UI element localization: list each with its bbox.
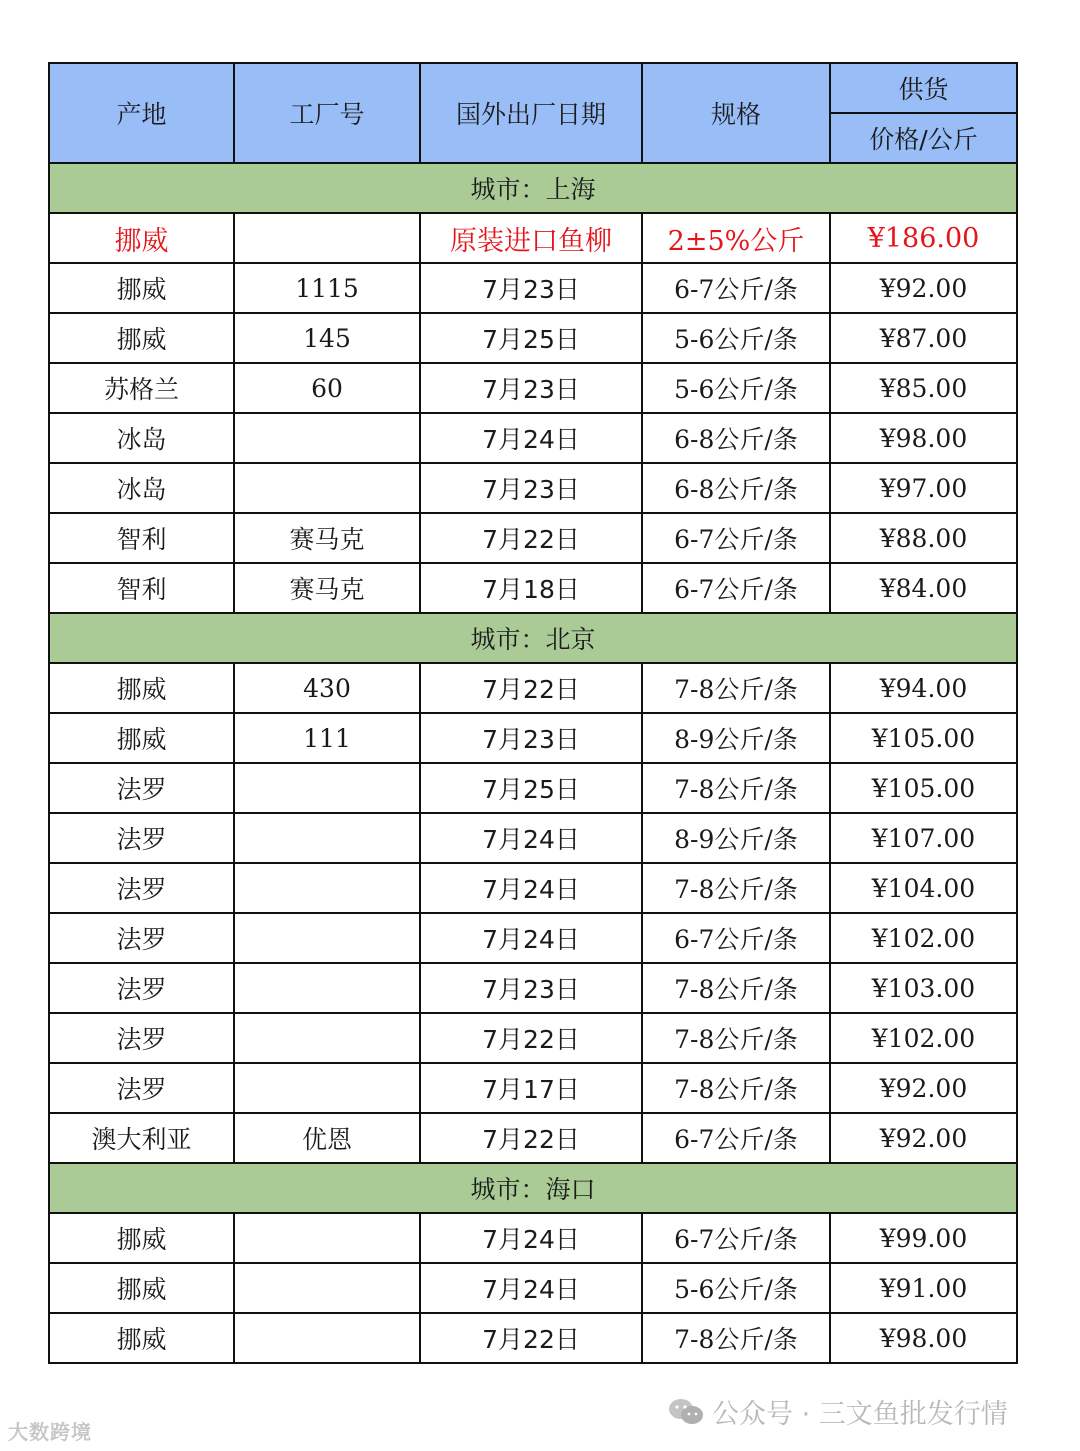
cell-price: ¥98.00: [830, 413, 1017, 463]
cell-origin: 挪威: [49, 1313, 234, 1363]
cell-spec: 6-7公斤/条: [642, 513, 830, 563]
cell-price: ¥105.00: [830, 713, 1017, 763]
cell-spec: 7-8公斤/条: [642, 763, 830, 813]
cell-factory-no: [234, 463, 420, 513]
cell-spec: 8-9公斤/条: [642, 813, 830, 863]
cell-origin: 法罗: [49, 1063, 234, 1113]
cell-origin: 挪威: [49, 263, 234, 313]
cell-origin: 法罗: [49, 963, 234, 1013]
table-row: [49, 1263, 1017, 1313]
cell-factory-no: 60: [234, 363, 420, 413]
cell-date: 7月22日: [420, 1013, 642, 1063]
cell-date: 7月23日: [420, 463, 642, 513]
cell-factory-no: [234, 1263, 420, 1313]
cell-date: 7月23日: [420, 263, 642, 313]
cell-factory-no: 145: [234, 313, 420, 363]
table-row: [49, 963, 1017, 1013]
cell-date: 7月25日: [420, 763, 642, 813]
cell-factory-no: 赛马克: [234, 563, 420, 613]
cell-spec: 6-7公斤/条: [642, 1213, 830, 1263]
cell-spec: 5-6公斤/条: [642, 313, 830, 363]
cell-factory-no: 优恩: [234, 1113, 420, 1163]
cell-spec: 7-8公斤/条: [642, 1063, 830, 1113]
cell-origin: 法罗: [49, 863, 234, 913]
watermark-left: 大数跨境: [8, 1420, 92, 1444]
table-row: [49, 863, 1017, 913]
cell-price: ¥92.00: [830, 1063, 1017, 1113]
cell-price: ¥87.00: [830, 313, 1017, 363]
cell-spec: 6-7公斤/条: [642, 563, 830, 613]
cell-price: ¥104.00: [830, 863, 1017, 913]
table-row: [49, 1063, 1017, 1113]
cell-factory-no: [234, 1063, 420, 1113]
cell-factory-no: 赛马克: [234, 513, 420, 563]
cell-price: ¥84.00: [830, 563, 1017, 613]
table-row: [49, 713, 1017, 763]
cell-origin: 冰岛: [49, 413, 234, 463]
table-row: [49, 1013, 1017, 1063]
cell-date: 7月24日: [420, 913, 642, 963]
cell-price: ¥102.00: [830, 1013, 1017, 1063]
cell-factory-no: [234, 763, 420, 813]
header-origin: 产地: [49, 63, 234, 163]
table-row: [49, 463, 1017, 513]
table-row: [49, 363, 1017, 413]
city-row: [49, 163, 1017, 213]
cell-factory-no: 111: [234, 713, 420, 763]
table-row: [49, 413, 1017, 463]
city-label: 城市：上海: [49, 163, 1017, 213]
cell-factory-no: [234, 1013, 420, 1063]
cell-spec: 7-8公斤/条: [642, 663, 830, 713]
cell-date: 7月23日: [420, 713, 642, 763]
table-row: [49, 1313, 1017, 1363]
cell-factory-no: [234, 813, 420, 863]
cell-spec: 6-7公斤/条: [642, 263, 830, 313]
cell-factory-no: [234, 213, 420, 263]
wechat-icon: [668, 1398, 704, 1426]
cell-date: 7月24日: [420, 813, 642, 863]
cell-spec: 6-7公斤/条: [642, 913, 830, 963]
cell-origin: 挪威: [49, 713, 234, 763]
cell-date: 7月24日: [420, 413, 642, 463]
cell-price: ¥107.00: [830, 813, 1017, 863]
cell-origin: 法罗: [49, 913, 234, 963]
cell-factory-no: 1115: [234, 263, 420, 313]
cell-spec: 7-8公斤/条: [642, 863, 830, 913]
cell-spec: 7-8公斤/条: [642, 1313, 830, 1363]
price-table: [48, 62, 1018, 1364]
header-row-1: [49, 63, 1017, 113]
cell-date: 7月23日: [420, 363, 642, 413]
cell-price: ¥99.00: [830, 1213, 1017, 1263]
cell-origin: 智利: [49, 563, 234, 613]
header-date: 国外出厂日期: [420, 63, 642, 163]
cell-price: ¥85.00: [830, 363, 1017, 413]
cell-price: ¥97.00: [830, 463, 1017, 513]
cell-price: ¥88.00: [830, 513, 1017, 563]
cell-date: 7月23日: [420, 963, 642, 1013]
cell-date: 7月22日: [420, 1313, 642, 1363]
cell-price: ¥186.00: [830, 213, 1017, 263]
cell-date: 7月24日: [420, 1213, 642, 1263]
cell-spec: 2±5%公斤: [642, 213, 830, 263]
cell-price: ¥105.00: [830, 763, 1017, 813]
table-row: [49, 513, 1017, 563]
price-sheet: [48, 62, 1016, 1364]
cell-spec: 7-8公斤/条: [642, 963, 830, 1013]
cell-factory-no: [234, 913, 420, 963]
table-row: [49, 663, 1017, 713]
cell-factory-no: [234, 1313, 420, 1363]
cell-spec: 8-9公斤/条: [642, 713, 830, 763]
cell-spec: 5-6公斤/条: [642, 1263, 830, 1313]
cell-origin: 苏格兰: [49, 363, 234, 413]
cell-spec: 6-7公斤/条: [642, 1113, 830, 1163]
table-row: [49, 763, 1017, 813]
cell-origin: 挪威: [49, 213, 234, 263]
cell-factory-no: [234, 413, 420, 463]
header-supply: 供货: [830, 63, 1017, 113]
cell-price: ¥92.00: [830, 1113, 1017, 1163]
cell-date: 原装进口鱼柳: [420, 213, 642, 263]
watermark-right-text: 公众号 · 三文鱼批发行情: [712, 1399, 1008, 1430]
cell-date: 7月24日: [420, 1263, 642, 1313]
city-label: 城市：北京: [49, 613, 1017, 663]
cell-price: ¥92.00: [830, 263, 1017, 313]
cell-date: 7月18日: [420, 563, 642, 613]
cell-spec: 7-8公斤/条: [642, 1013, 830, 1063]
cell-origin: 冰岛: [49, 463, 234, 513]
table-row: [49, 563, 1017, 613]
cell-date: 7月25日: [420, 313, 642, 363]
table-row: [49, 263, 1017, 313]
cell-origin: 挪威: [49, 663, 234, 713]
cell-factory-no: [234, 1213, 420, 1263]
cell-price: ¥98.00: [830, 1313, 1017, 1363]
cell-origin: 挪威: [49, 313, 234, 363]
city-row: [49, 613, 1017, 663]
cell-origin: 挪威: [49, 1263, 234, 1313]
cell-spec: 5-6公斤/条: [642, 363, 830, 413]
city-row: [49, 1163, 1017, 1213]
header-factory-no: 工厂号: [234, 63, 420, 163]
cell-date: 7月22日: [420, 1113, 642, 1163]
cell-spec: 6-8公斤/条: [642, 413, 830, 463]
table-row: [49, 913, 1017, 963]
cell-date: 7月22日: [420, 663, 642, 713]
cell-price: ¥102.00: [830, 913, 1017, 963]
table-row: [49, 313, 1017, 363]
city-label: 城市：海口: [49, 1163, 1017, 1213]
cell-date: 7月22日: [420, 513, 642, 563]
header-price: 价格/公斤: [830, 113, 1017, 163]
cell-origin: 法罗: [49, 813, 234, 863]
cell-date: 7月17日: [420, 1063, 642, 1113]
cell-origin: 法罗: [49, 1013, 234, 1063]
cell-factory-no: [234, 863, 420, 913]
cell-origin: 澳大利亚: [49, 1113, 234, 1163]
cell-spec: 6-8公斤/条: [642, 463, 830, 513]
cell-price: ¥91.00: [830, 1263, 1017, 1313]
cell-factory-no: 430: [234, 663, 420, 713]
cell-factory-no: [234, 963, 420, 1013]
featured-row: [49, 213, 1017, 263]
cell-origin: 法罗: [49, 763, 234, 813]
cell-date: 7月24日: [420, 863, 642, 913]
cell-origin: 智利: [49, 513, 234, 563]
watermark-right: [668, 1392, 1008, 1431]
header-spec: 规格: [642, 63, 830, 163]
table-row: [49, 1113, 1017, 1163]
table-row: [49, 813, 1017, 863]
cell-origin: 挪威: [49, 1213, 234, 1263]
table-row: [49, 1213, 1017, 1263]
cell-price: ¥103.00: [830, 963, 1017, 1013]
cell-price: ¥94.00: [830, 663, 1017, 713]
